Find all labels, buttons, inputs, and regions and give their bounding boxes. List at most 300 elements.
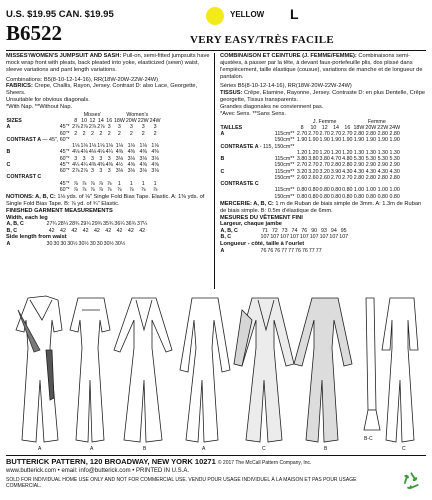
illustration-label: B-C bbox=[364, 436, 373, 442]
table-cell: 28¼ bbox=[57, 221, 69, 228]
table-cell: 3.20 bbox=[308, 168, 319, 175]
color-dot-icon bbox=[206, 7, 224, 25]
table-cell: 1.90 bbox=[342, 137, 353, 144]
table-cell: 42 bbox=[71, 227, 78, 234]
fr-merc-1: 1 m de Ruban de biais simple de 3mm. A: 1.3m de bbox=[275, 200, 403, 207]
size-cell: SIZES bbox=[6, 118, 22, 124]
footer-copyright: © 2017 The McCall Pattern Company, Inc. bbox=[217, 460, 312, 466]
table-cell: 73 bbox=[281, 228, 288, 235]
table-cell: 74 bbox=[291, 228, 298, 235]
table-row bbox=[220, 194, 401, 200]
table-cell bbox=[6, 187, 42, 193]
table-cell: 107 bbox=[299, 234, 309, 241]
table-cell: ⅞ bbox=[81, 186, 87, 193]
table-cell: 1.00 bbox=[353, 187, 365, 194]
table-cell: ⅞ bbox=[90, 180, 95, 187]
table-cell: 2⅞ bbox=[88, 124, 97, 131]
table-cell: 3⅛ bbox=[115, 155, 124, 162]
table-cell: 2.70 bbox=[308, 162, 319, 169]
footer-legal: SOLD FOR INDIVIDUAL HOME USE ONLY AND NOT FOR COMMERCIAL USE. VENDU POUR USAGE INDIVIDUEL À LA MAISON ET PAS POUR USAGE COMMERCIAL. bbox=[6, 477, 357, 490]
price: U.S. $19.95 CAN. $19.95 bbox=[6, 9, 114, 20]
table-cell: 30 bbox=[60, 240, 67, 247]
size-cell: 8 bbox=[300, 124, 304, 131]
en-fgm-title: FINISHED GARMENT MEASUREMENTS bbox=[6, 207, 113, 214]
table-cell: 0.80 bbox=[377, 193, 388, 200]
illustration-label: B bbox=[143, 446, 147, 452]
illustration-label: C bbox=[262, 446, 266, 452]
footer-company: BUTTERICK PATTERN, 120 BROADWAY, NEW YORK 10271 bbox=[6, 457, 216, 466]
table-cell: 2.70 bbox=[296, 162, 308, 169]
table-cell: CONTRAST A bbox=[6, 136, 42, 143]
table-cell: 1⅛ bbox=[127, 143, 135, 149]
table-cell: 76 bbox=[295, 247, 301, 254]
table-cell: 5.30 bbox=[353, 156, 365, 163]
table-cell: 2.70 bbox=[330, 131, 342, 138]
table-cell: 2 bbox=[107, 130, 111, 137]
table-cell: 3 bbox=[99, 168, 103, 174]
table-cell: A bbox=[220, 247, 225, 254]
fr-longueur-table bbox=[220, 248, 322, 254]
table-cell: 1⅛ bbox=[88, 143, 97, 149]
table-cell: 1.90 bbox=[319, 137, 330, 144]
table-cell: 1.90 bbox=[353, 137, 365, 144]
table-cell: 3⅛ bbox=[139, 155, 147, 162]
table-cell: 30½ bbox=[78, 240, 89, 247]
table-cell: 2⅞ bbox=[80, 124, 88, 131]
table-cell: 45"* bbox=[59, 161, 70, 168]
table-cell: 1.90 bbox=[308, 137, 319, 144]
group-label: Misses' bbox=[83, 111, 102, 118]
table-cell: 0.80 bbox=[308, 187, 319, 194]
table-cell: 93 bbox=[321, 228, 327, 235]
table-cell: ⅞ bbox=[152, 186, 158, 193]
fr-sens: *Avec Sens. **Sans Sens. bbox=[220, 110, 286, 117]
size-cell: 16 bbox=[106, 118, 113, 124]
table-cell: 2.60 bbox=[319, 174, 330, 181]
table-cell: 3 bbox=[129, 124, 133, 131]
table-cell: 3.90 bbox=[330, 168, 342, 175]
fr-mercerie bbox=[220, 201, 428, 215]
table-cell: 4⅜ bbox=[115, 149, 124, 156]
fr-series: Séries B5(8-10-12-14-16), RR(18W-20W-22W-24W) bbox=[220, 83, 352, 90]
table-cell: 30½ bbox=[67, 240, 78, 247]
table-cell: 2⅞ bbox=[80, 168, 88, 174]
en-combos: Combinations: B5(8-10-12-14-16), RR(18W-20W-22W-24W) bbox=[6, 76, 159, 83]
en-nap: *With Nap. **Without Nap. bbox=[6, 103, 73, 110]
table-cell: 2⅞ bbox=[97, 124, 105, 131]
header-divider bbox=[6, 50, 426, 51]
fr-desc-body: Combinaisons semi-ajustées, à passer par la tête, à devant faux-portefeuille plis, dos plissé dans l'empiècement, taille élastique (cousue), variations de manche et de longueur de pantalon. bbox=[220, 53, 423, 80]
table-cell: 107 bbox=[270, 234, 280, 241]
color-word: YELLOW bbox=[230, 10, 265, 19]
table-cell: 2 bbox=[141, 130, 145, 137]
table-cell: 3⅛ bbox=[115, 168, 124, 174]
table-cell: 4.30 bbox=[377, 168, 388, 175]
table-cell: 72 bbox=[271, 228, 278, 235]
table-cell: 150cm** bbox=[274, 137, 295, 144]
table-cell: 0.80 bbox=[296, 187, 308, 194]
table-cell: 0.80 bbox=[342, 187, 353, 194]
table-cell: 3 bbox=[117, 124, 121, 131]
illustration-label: C bbox=[402, 446, 406, 452]
table-cell: 2.90 bbox=[353, 162, 365, 169]
table-cell: 0.80 bbox=[342, 193, 353, 200]
table-cell: 4.70 bbox=[330, 156, 342, 163]
group-label: J. Femme bbox=[312, 118, 337, 125]
table-cell: 1⅛ bbox=[72, 143, 80, 149]
table-cell: 42 bbox=[82, 227, 89, 234]
english-column bbox=[6, 53, 214, 247]
table-cell: A bbox=[6, 124, 11, 131]
en-desc-title: MISSES'/WOMEN'S JUMPSUIT AND SASH: bbox=[6, 53, 122, 59]
table-cell: 3 bbox=[99, 155, 103, 162]
table-cell: ⅞ bbox=[90, 186, 95, 193]
size-cell: TAILLES bbox=[220, 124, 243, 131]
size-cell: 14 bbox=[97, 118, 104, 124]
table-cell: 3 bbox=[91, 168, 94, 174]
view-b-back-figure bbox=[180, 298, 230, 442]
table-cell: 4⅝ bbox=[139, 161, 147, 168]
table-cell: 2.60 bbox=[308, 174, 319, 181]
table-cell: 2 bbox=[74, 130, 78, 137]
table-cell: 1.90 bbox=[377, 137, 388, 144]
size-cell: 8 bbox=[74, 118, 78, 124]
table-cell: 4¼ bbox=[72, 161, 80, 168]
illustration-label: A bbox=[90, 446, 94, 452]
en-notions bbox=[6, 194, 214, 208]
table-cell: 76 bbox=[267, 247, 274, 254]
table-cell: 42 bbox=[139, 227, 146, 234]
table-cell: 3.20 bbox=[319, 168, 330, 175]
view-c-back-figure bbox=[294, 298, 352, 442]
table-cell: 1 bbox=[117, 180, 121, 187]
size-cell: 18W bbox=[353, 124, 365, 131]
en-fabrics-label: FABRICS: bbox=[6, 83, 33, 90]
table-cell: 2.70 bbox=[308, 131, 319, 138]
table-cell: 60"* bbox=[59, 155, 70, 162]
table-cell: 37¼ bbox=[137, 221, 148, 228]
table-cell: 42 bbox=[105, 227, 112, 234]
table-cell: 1⅛ bbox=[97, 143, 105, 149]
table-cell: 150cm** bbox=[274, 174, 295, 181]
en-side-title: Side length from waist bbox=[6, 233, 67, 240]
table-cell: 29¼ bbox=[80, 221, 91, 228]
table-cell: CONTRASTE C bbox=[220, 181, 259, 188]
size-cell: 18W bbox=[113, 118, 125, 124]
table-cell: 4.80 bbox=[342, 156, 353, 163]
table-cell: 1⅛ bbox=[139, 143, 147, 149]
table-cell: 4¼ bbox=[105, 149, 113, 156]
table-cell: 30 bbox=[89, 240, 96, 247]
table-cell: 3 bbox=[91, 155, 94, 162]
table-cell: 0.80 bbox=[319, 193, 330, 200]
table-cell: 3 bbox=[141, 124, 145, 131]
table-cell: 4⅛ bbox=[97, 149, 105, 156]
table-cell: 45"* bbox=[59, 180, 70, 187]
fr-grandes: Grandes diagonales ne conviennent pas. bbox=[220, 103, 324, 110]
table-cell: 42 bbox=[127, 227, 134, 234]
table-cell: 76 bbox=[274, 247, 281, 254]
table-cell: 2.80 bbox=[330, 162, 342, 169]
table-cell: 4.30 bbox=[342, 168, 353, 175]
table-cell: 5.30 bbox=[389, 156, 400, 163]
table-cell: 5.30 bbox=[377, 156, 388, 163]
table-cell: 2.80 bbox=[353, 131, 365, 138]
en-notions-label: NOTIONS: A, B, C: bbox=[6, 194, 56, 200]
table-cell: 4⅜ bbox=[127, 149, 135, 156]
footer-web[interactable]: www.butterick.com • email: info@butterick.com • PRINTED IN U.S.A. bbox=[6, 468, 190, 474]
table-cell: 3 bbox=[107, 124, 111, 131]
size-cell: 14 bbox=[333, 124, 339, 131]
table-cell: CONTRASTE A bbox=[220, 143, 259, 150]
table-cell: - 115, 150cm** bbox=[259, 143, 295, 150]
table-cell: 4.30 bbox=[353, 168, 365, 175]
table-cell: 2.80 bbox=[377, 131, 388, 138]
table-cell: 1 bbox=[129, 180, 133, 187]
table-cell: 30 bbox=[53, 240, 60, 247]
table-cell: 0.80 bbox=[330, 193, 342, 200]
table-cell: 1⅛ bbox=[80, 143, 88, 149]
en-yardage-table bbox=[6, 112, 161, 193]
table-cell: 1⅛ bbox=[105, 143, 113, 149]
fr-longueur-title: Longueur - côté, taille à l'ourlet bbox=[220, 240, 305, 247]
table-cell: 1.00 bbox=[365, 187, 376, 194]
pattern-title: VERY EASY/TRÈS FACILE bbox=[190, 34, 335, 46]
table-cell: 2.80 bbox=[365, 174, 376, 181]
table-cell: 1⅛ bbox=[151, 143, 159, 149]
table-cell: 60"* bbox=[59, 130, 70, 137]
size-cell: 22W bbox=[377, 124, 389, 131]
table-cell: 4.30 bbox=[365, 168, 376, 175]
table-cell: A bbox=[220, 131, 225, 138]
table-cell: 76 bbox=[301, 228, 308, 235]
table-cell: 4⅝ bbox=[151, 161, 159, 168]
table-cell: ⅞ bbox=[98, 180, 104, 187]
table-cell: 2.80 bbox=[353, 174, 365, 181]
fr-desc-title: COMBINAISON ET CEINTURE (J. FEMME/FEMME): bbox=[220, 53, 357, 59]
table-cell: 0.80 bbox=[353, 193, 365, 200]
table-cell: 4⅛ bbox=[72, 149, 80, 156]
table-cell: 95 bbox=[340, 228, 347, 235]
table-cell: 1 bbox=[153, 180, 157, 187]
fr-mesures-title: MESURES DU VÊTEMENT FINI bbox=[220, 214, 303, 221]
table-cell: 2.70 bbox=[319, 162, 330, 169]
size-cell: 12 bbox=[89, 118, 96, 124]
table-cell: 115cm** bbox=[274, 131, 295, 138]
table-cell: 30½ bbox=[103, 240, 114, 247]
table-cell: 3⅛ bbox=[139, 168, 147, 174]
table-cell: 3 bbox=[74, 155, 78, 162]
table-cell: 107 bbox=[329, 234, 339, 241]
table-cell: 2.70 bbox=[342, 131, 353, 138]
table-cell: 115cm** bbox=[274, 187, 295, 194]
table-cell: 3 bbox=[153, 124, 157, 131]
en-description bbox=[6, 53, 214, 74]
en-width-title: Width, each leg bbox=[6, 214, 48, 221]
table-cell: 36¾ bbox=[125, 221, 136, 228]
table-cell: 3.20 bbox=[296, 168, 308, 175]
fr-tissus-text: Crêpe, Etamine, Rayonne, Jersey. Contraste D: en plus Dentelle, Crêpe georgette, Tissus transparents. bbox=[220, 90, 426, 104]
table-cell: 3.80 bbox=[296, 156, 308, 163]
size-cell: 24W bbox=[389, 124, 401, 131]
size-cell: 22W bbox=[137, 118, 149, 124]
table-cell: 4⅛ bbox=[80, 149, 88, 156]
size-cell: 12 bbox=[321, 124, 328, 131]
table-cell: A, B, C bbox=[6, 221, 24, 228]
table-cell: 4⅛ bbox=[88, 149, 97, 156]
table-cell: 4¼ bbox=[80, 161, 88, 168]
table-cell: ⅞ bbox=[140, 186, 146, 193]
french-column bbox=[220, 53, 428, 254]
view-b-front-figure bbox=[114, 298, 172, 442]
table-cell: 90 bbox=[311, 228, 318, 235]
en-fgm-table bbox=[6, 221, 148, 234]
table-cell: 2.70 bbox=[342, 174, 353, 181]
table-cell: 1.00 bbox=[389, 187, 400, 194]
table-cell: 77 bbox=[288, 247, 295, 254]
fr-tissus bbox=[220, 90, 428, 104]
table-cell: 2.90 bbox=[389, 162, 400, 169]
table-cell: 2 bbox=[82, 130, 86, 137]
table-cell: 107 bbox=[319, 234, 329, 241]
table-cell: ⅞ bbox=[73, 186, 78, 193]
table-cell: 107 bbox=[309, 234, 319, 241]
table-cell: 1.20 bbox=[330, 149, 342, 156]
table-cell: 2.70 bbox=[330, 174, 342, 181]
table-cell: 76 bbox=[260, 247, 267, 254]
table-cell: ⅞ bbox=[81, 180, 87, 187]
table-cell: 2.90 bbox=[377, 162, 388, 169]
group-label: Women's bbox=[126, 111, 149, 118]
table-cell: 1.90 bbox=[389, 137, 400, 144]
table-cell: 0.80 bbox=[330, 187, 342, 194]
en-notions-2: Elastic. A: 1⅜ yds. of Single Fold Bias Tape. B: bbox=[6, 194, 205, 207]
table-cell: C bbox=[6, 161, 11, 168]
table-cell: 4.30 bbox=[389, 168, 400, 175]
table-cell: 2 bbox=[117, 130, 121, 137]
en-notions-1: 1⅛ yds. of ⅛" Single Fold Bias Tape. bbox=[57, 194, 150, 200]
table-cell: 42 bbox=[60, 227, 66, 234]
table-cell: 27¾ bbox=[46, 221, 57, 228]
recycle-icon bbox=[400, 470, 422, 492]
table-cell: 76 bbox=[301, 247, 308, 254]
table-cell: 1.20 bbox=[342, 149, 353, 156]
table-cell: 2.80 bbox=[377, 174, 388, 181]
table-cell: 28¾ bbox=[69, 221, 80, 228]
table-cell: ⅞ bbox=[107, 180, 112, 187]
en-fabrics-text: Crepe, Challis, Rayon, Jersey. Contrast D: also Lace, Georgette, Sheers. bbox=[6, 83, 198, 97]
en-fabrics bbox=[6, 83, 214, 97]
table-cell: 150cm** bbox=[274, 162, 295, 169]
table-cell: 3.80 bbox=[308, 156, 319, 163]
table-cell: 3.80 bbox=[319, 156, 330, 163]
table-cell: 3 bbox=[82, 155, 86, 162]
table-cell: 1.20 bbox=[308, 149, 319, 156]
table-cell: CONTRAST C bbox=[6, 174, 42, 181]
table-cell: 4⅜ bbox=[97, 161, 105, 168]
table-cell: 35¾ bbox=[103, 221, 114, 228]
table-cell: A bbox=[6, 240, 11, 247]
table-cell: 30½ bbox=[114, 240, 126, 247]
table-cell: C bbox=[220, 168, 225, 175]
table-cell: 2 bbox=[153, 130, 157, 137]
table-cell: 3⅛ bbox=[151, 168, 159, 174]
illustration-label: B bbox=[324, 446, 328, 452]
table-cell: 42 bbox=[116, 227, 123, 234]
size-cell: 10 bbox=[81, 118, 88, 124]
fr-fgm-table bbox=[220, 228, 349, 241]
table-cell: 1.90 bbox=[330, 137, 342, 144]
table-cell: 2 bbox=[91, 130, 94, 137]
table-cell: 1.00 bbox=[377, 187, 388, 194]
table-cell: 2.70 bbox=[319, 131, 330, 138]
table-cell: 2.70 bbox=[296, 131, 308, 138]
table-cell: 3 bbox=[107, 155, 111, 162]
table-cell: B bbox=[220, 156, 225, 163]
table-cell: 5.30 bbox=[365, 156, 376, 163]
table-cell: 2⅞ bbox=[72, 124, 80, 131]
table-cell: 94 bbox=[330, 228, 337, 235]
table-cell: 0.80 bbox=[389, 193, 400, 200]
fr-merc-label: MERCERIE: A, B, C: bbox=[220, 200, 274, 207]
table-cell: 1.90 bbox=[296, 137, 308, 144]
table-row bbox=[6, 241, 126, 247]
size-cell: 20W bbox=[125, 118, 137, 124]
table-cell: 45"* bbox=[59, 124, 70, 131]
fr-largeur-title: Largeur, chaque jambe bbox=[220, 221, 282, 228]
table-cell: B bbox=[6, 149, 11, 156]
fr-yardage-table bbox=[220, 119, 401, 200]
table-cell: 42 bbox=[93, 227, 100, 234]
table-cell: 36¼ bbox=[114, 221, 125, 228]
table-row bbox=[220, 248, 322, 254]
table-cell: ⅞ bbox=[117, 186, 122, 193]
table-cell: 77 bbox=[315, 247, 322, 254]
table-cell: 4⅜ bbox=[105, 161, 113, 168]
table-cell: 2.80 bbox=[342, 162, 353, 169]
size-cell: 20W bbox=[365, 124, 377, 131]
table-cell: 107 bbox=[280, 234, 290, 241]
table-cell: 150cm** bbox=[274, 193, 295, 200]
garment-illustrations bbox=[6, 290, 426, 455]
table-cell: 107 bbox=[339, 234, 349, 241]
view-c-front-figure bbox=[234, 298, 294, 442]
table-cell: 1.90 bbox=[365, 137, 376, 144]
table-cell: 1 bbox=[141, 180, 145, 187]
table-cell: 2.80 bbox=[365, 131, 376, 138]
table-cell: 3⅛ bbox=[127, 168, 135, 174]
table-cell: 30 bbox=[96, 240, 103, 247]
table-cell: 1.30 bbox=[353, 149, 365, 156]
table-cell: ⅞ bbox=[73, 180, 78, 187]
table-cell: 45"* bbox=[59, 149, 70, 156]
table-cell: 3 bbox=[107, 168, 111, 174]
table-cell: 115cm** bbox=[274, 156, 295, 163]
table-cell: 3⅛ bbox=[127, 155, 135, 162]
footer-address bbox=[6, 457, 311, 466]
table-cell: 4⅜ bbox=[151, 149, 159, 156]
table-cell: 2.60 bbox=[296, 174, 308, 181]
illustration-label: A bbox=[202, 446, 206, 452]
table-cell: 107 bbox=[290, 234, 299, 241]
table-cell: ⅞ bbox=[98, 186, 104, 193]
pattern-number: B6522 bbox=[6, 21, 63, 45]
view-bc-back-figure bbox=[382, 298, 418, 442]
table-cell: B, C bbox=[220, 234, 232, 241]
table-cell: — 45", 60"* bbox=[42, 136, 70, 143]
table-cell: 42 bbox=[48, 227, 55, 234]
table-cell: B, C bbox=[6, 227, 18, 234]
